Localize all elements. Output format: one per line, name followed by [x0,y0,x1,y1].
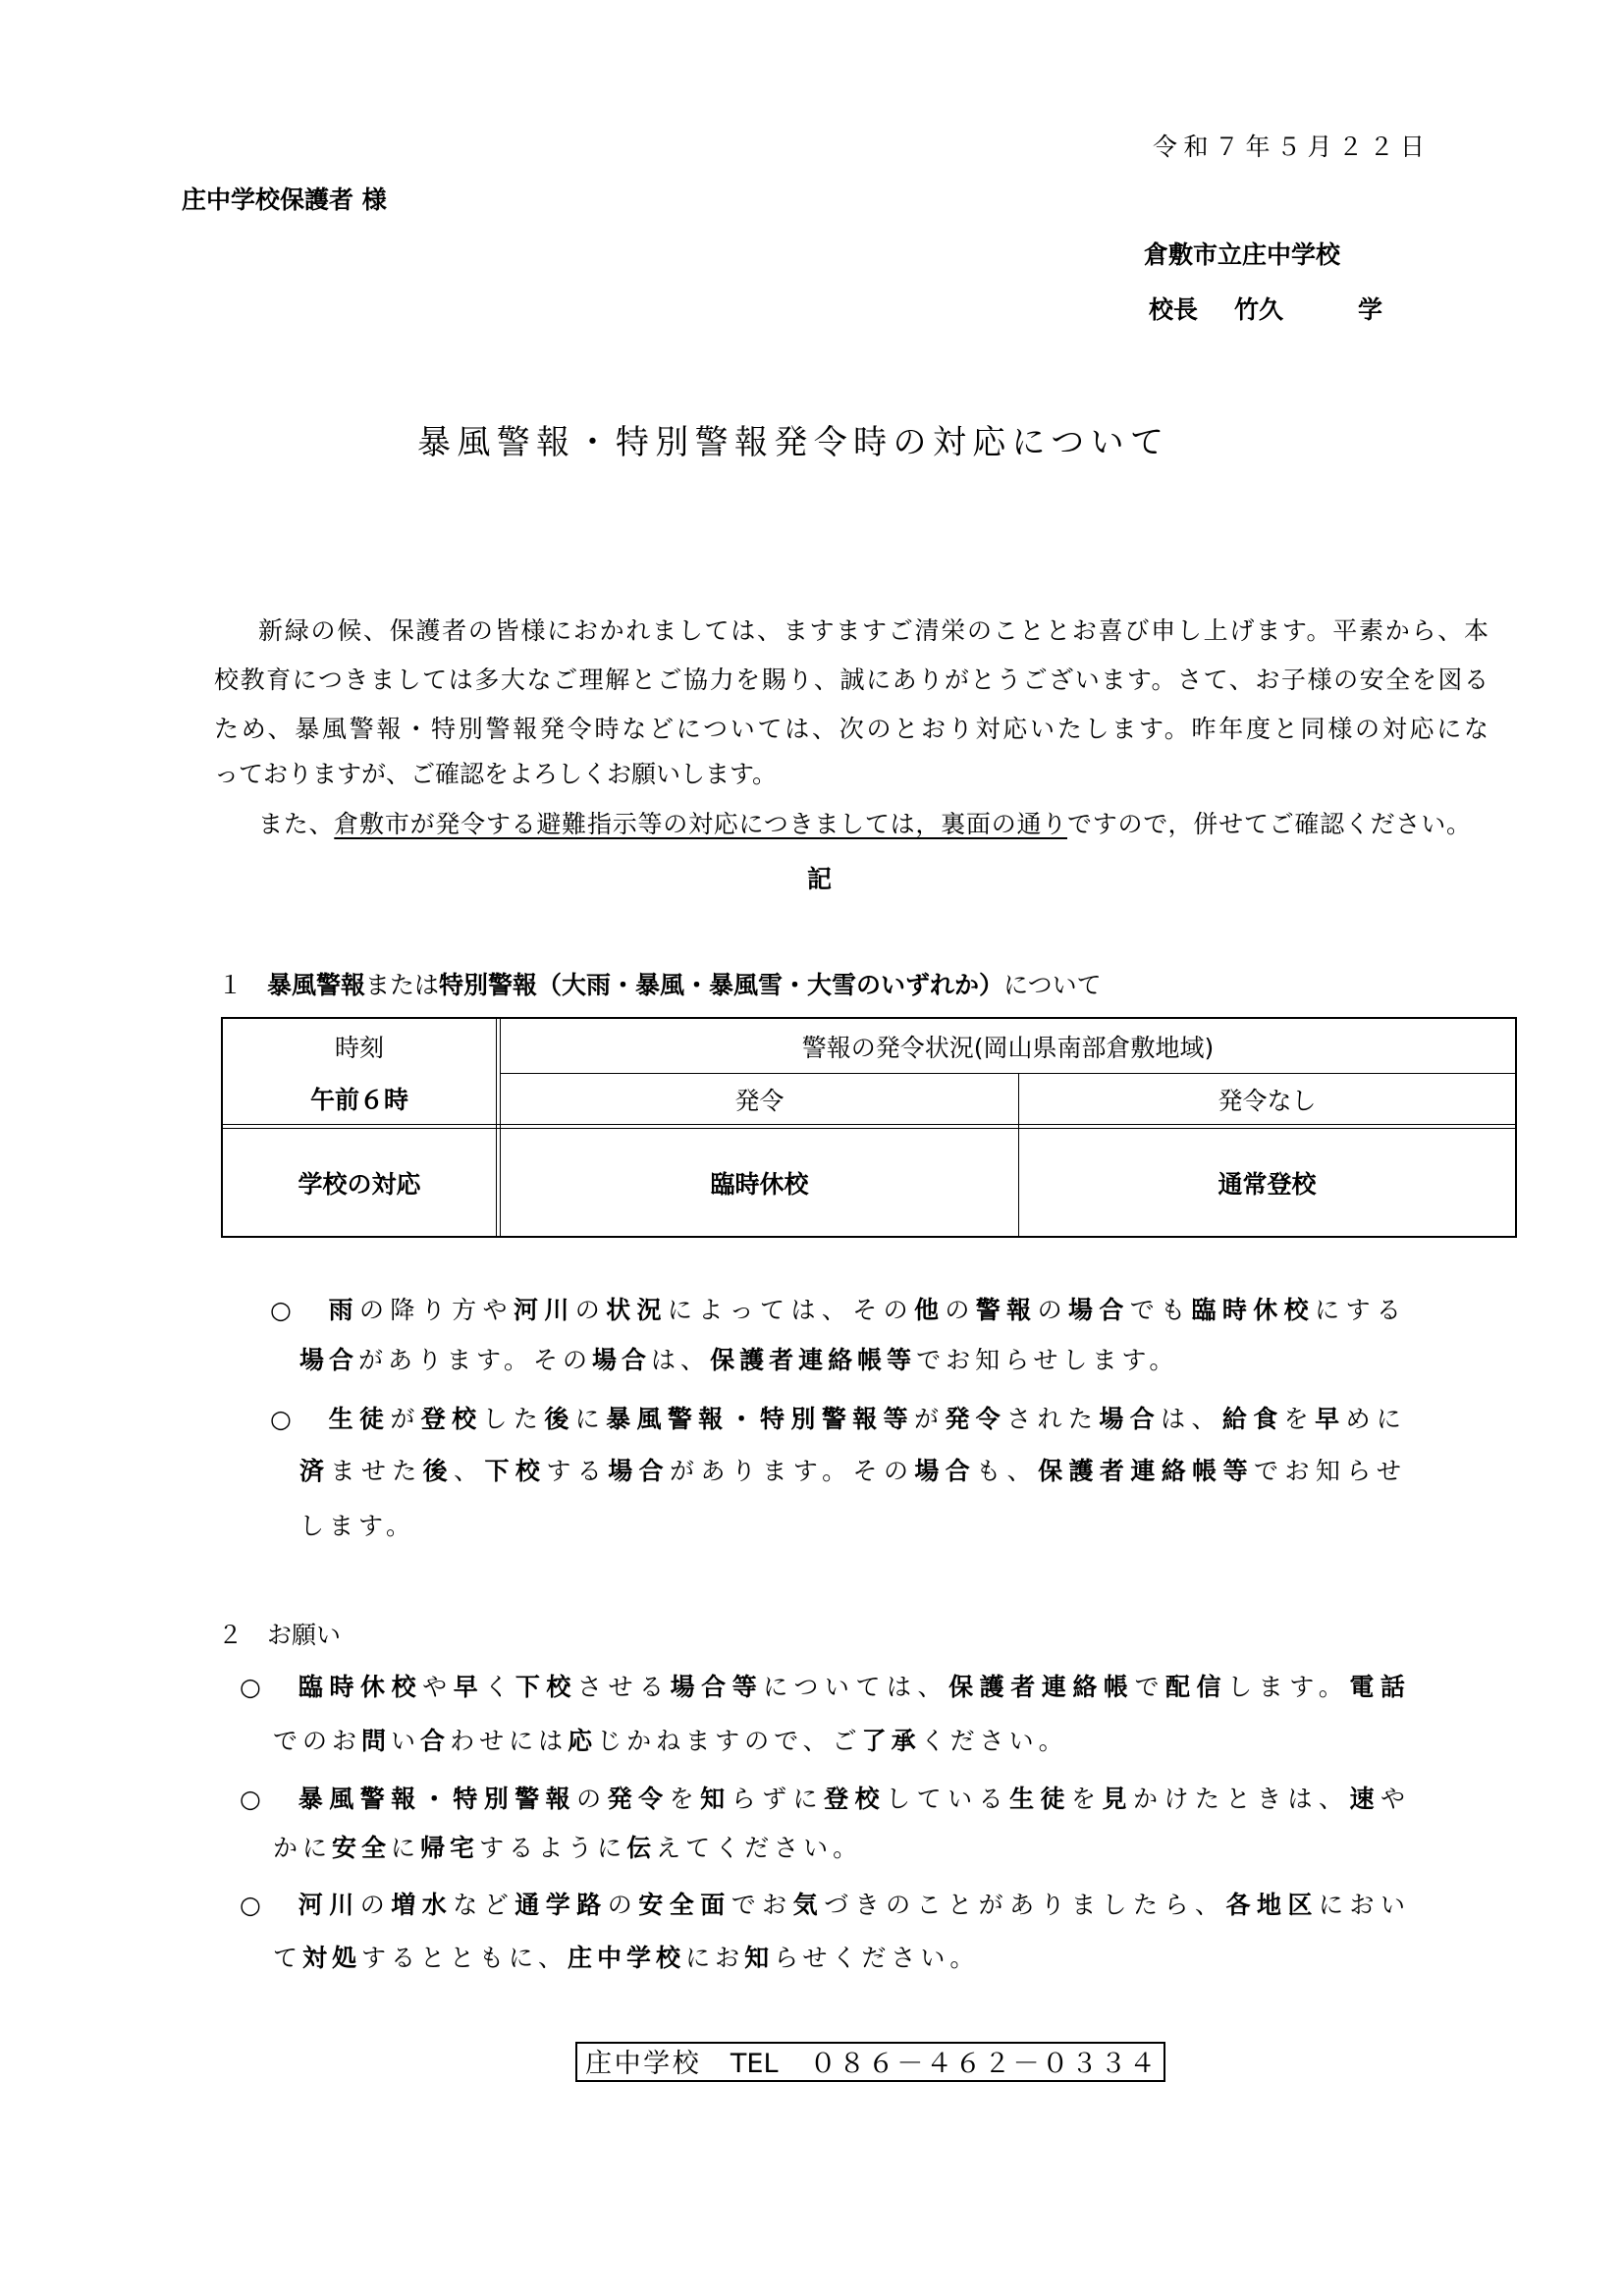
text-run: 早 [453,1673,485,1701]
intro-line-1 [258,616,1489,646]
text-run: でのお [273,1727,362,1755]
text-run: 発令 [945,1405,1007,1433]
time-value: 午前６時 [309,1086,408,1114]
text-run: 登校 [824,1785,887,1813]
text-run: 合 [420,1727,451,1755]
text-run: ○ [240,1891,298,1919]
text-run: するとともに、 [361,1944,568,1972]
table-border-bottom [221,1236,1517,1238]
text-run: で [1134,1673,1165,1701]
status-header: 警報の発令状況(岡山県南部倉敷地域) [801,1033,1215,1062]
request-3-line-2 [273,1944,979,1973]
text-run: ため、暴風警報・特別警報発令時などについては、次のとおり対応いたします。昨年度と同様の対応にな [214,715,1489,743]
text-run: づきのことがありましたら、 [824,1891,1226,1919]
section1-heading [218,971,1102,1000]
request-3-line-1 [240,1891,1410,1920]
text-run: の降り方や [358,1296,514,1324]
text-run: でお知らせ [1254,1457,1406,1485]
text-run: 河川 [513,1296,575,1324]
request-2-line-2 [273,1834,862,1863]
text-run: 倉敷市が発令する避難指示等の対応につきましては，裏面の通り [334,810,1067,838]
text-run: 暴風警報・特別警報 [298,1785,577,1813]
not-issued-action: 通常登校 [1218,1169,1317,1199]
note-1-line-1 [270,1296,1406,1325]
text-run: 発令 [607,1785,670,1813]
text-run: があります。その [358,1346,593,1374]
school-name: 倉敷市立庄中学校 [1144,240,1341,269]
text-run: 保護者連絡帳 [948,1673,1135,1701]
issued-header: 発令 [734,1086,785,1115]
text-run: に [391,1834,421,1862]
note-2-line-2 [299,1457,1406,1486]
text-run: にお [685,1944,745,1972]
text-run: じかねますので、ご [597,1727,862,1755]
text-run: く [484,1673,515,1701]
text-run: は、 [651,1346,711,1374]
text-run: を [1283,1405,1316,1433]
text-run: 応 [568,1727,598,1755]
text-run: 登校 [420,1405,483,1433]
text-run: 安全面 [638,1891,731,1919]
text-run: の [574,1296,607,1324]
text-run: 臨時休校 [298,1673,423,1701]
text-run: 新緑の候、保護者の皆様におかれましては、ますますご清栄のこととお喜び申し上げます。平素から、本 [258,616,1489,645]
text-run: させる [576,1673,671,1701]
text-run: または [365,971,440,999]
text-run: 雨 [328,1296,359,1324]
text-run: 問 [361,1727,392,1755]
intro-line-4 [214,760,777,789]
text-run: らずに [731,1785,825,1813]
addressee: 庄中学校保護者 様 [182,186,387,214]
text-run: など [453,1891,515,1919]
text-run: や [1380,1785,1410,1813]
text-run: ですので，併せてご確認ください。 [1066,810,1471,838]
text-run: 後 [544,1405,575,1433]
text-run: 知 [700,1785,731,1813]
text-run: があります。その [670,1457,915,1485]
text-run: 生徒 [328,1405,391,1433]
not-issued-header: 発令なし [1218,1086,1317,1115]
text-run: 生徒 [1009,1785,1072,1813]
text-run: ください。 [920,1727,1068,1755]
intro-line-3 [214,715,1489,744]
principal-surname: 竹久 [1234,295,1284,324]
text-run: かに [273,1834,333,1862]
text-run: 場合 [914,1457,977,1485]
text-run: えてください。 [656,1834,863,1862]
text-run: によっては、その [667,1296,914,1324]
text-run: にする [1315,1296,1406,1324]
intro-line-2 [214,666,1489,695]
text-run: わせには [450,1727,568,1755]
request-1-line-1 [240,1673,1410,1702]
request-2-line-1 [240,1785,1410,1814]
text-run: 各地区 [1225,1891,1319,1919]
text-run: した [482,1405,545,1433]
text-run: 場合 [1067,1296,1130,1324]
text-run: ませた [330,1457,423,1485]
principal-given-name: 学 [1358,295,1383,324]
text-run: について [1003,971,1102,999]
intro-line-5 [258,810,1471,839]
text-run: が [390,1405,421,1433]
text-run: 帰宅 [420,1834,480,1862]
text-run: します。 [1227,1673,1350,1701]
note-2-line-3 [299,1512,415,1541]
text-run: 臨時休校 [1191,1296,1316,1324]
time-header: 時刻 [334,1033,384,1062]
section2-heading: ２ お願い [218,1621,342,1649]
text-run: 、 [454,1457,485,1485]
text-run: の [576,1785,608,1813]
text-run: の [607,1891,639,1919]
text-run: 場合 [1099,1405,1162,1433]
text-run: の [359,1891,392,1919]
text-run: 場合 [608,1457,671,1485]
text-run: 電話 [1349,1673,1410,1701]
table-divider-row2a [221,1124,1517,1125]
issued-action: 臨時休校 [710,1169,809,1199]
text-run: 場合 [299,1346,359,1374]
contact-box: 庄中学校 TEL ０８６－４６２－０３３４ [575,2042,1165,2082]
request-1-line-2 [273,1727,1068,1756]
text-run: 後 [422,1457,455,1485]
text-run: や [422,1673,454,1701]
text-run: 給食 [1221,1405,1284,1433]
principal-title: 校長 [1149,295,1199,324]
text-run: 庄中学校 [568,1944,686,1972]
text-run: 見 [1102,1785,1134,1813]
text-run: 保護者連絡帳等 [710,1346,917,1374]
text-run: は、 [1161,1405,1222,1433]
issue-date: 令和７年５月２２日 [1153,133,1425,161]
text-run: でも [1129,1296,1192,1324]
text-run: している [886,1785,1010,1813]
text-run: された [1006,1405,1100,1433]
text-run: めに [1345,1405,1406,1433]
text-run: するように [479,1834,627,1862]
text-run: 場合 [592,1346,652,1374]
text-run: ○ [240,1673,298,1701]
text-run: らせください。 [774,1944,980,1972]
text-run: を [1071,1785,1103,1813]
text-run: については、 [763,1673,949,1701]
text-run: ○ [270,1296,329,1324]
page-title: 暴風警報・特別警報発令時の対応について [417,423,1164,462]
text-run: ○ [270,1405,329,1433]
text-run: 特別警報（大雨・暴風・暴風雪・大雪のいずれか） [439,971,1004,999]
text-run: 他 [914,1296,946,1324]
text-run: 保護者連絡帳等 [1038,1457,1254,1485]
text-run: 伝 [626,1834,657,1862]
text-run: が [913,1405,946,1433]
text-run: また、 [258,810,335,838]
text-run: 警報 [975,1296,1038,1324]
note-1-line-2 [299,1346,1178,1375]
text-run: します。 [299,1512,416,1540]
text-run: 了承 [861,1727,921,1755]
text-run: っておりますが、ご確認をよろしくお願いします。 [214,760,778,788]
text-run: 状況 [606,1296,668,1324]
text-run: 早 [1315,1405,1346,1433]
text-run: 増水 [391,1891,454,1919]
text-run: 場合等 [670,1673,764,1701]
text-run: 配信 [1165,1673,1228,1701]
text-run: 通学路 [514,1891,608,1919]
text-run: の [945,1296,976,1324]
text-run: かけたときは、 [1133,1785,1350,1813]
text-run: 気 [792,1891,825,1919]
text-run: の [1037,1296,1068,1324]
text-run: 河川 [298,1891,360,1919]
text-run: に [574,1405,607,1433]
text-run: 暴風警報 [267,971,366,999]
ki-heading: 記 [807,865,833,893]
text-run: 下校 [484,1457,547,1485]
text-run: 速 [1349,1785,1380,1813]
text-run: ○ [240,1785,298,1813]
text-run: でお [731,1891,793,1919]
school-response-label: 学校の対応 [298,1169,421,1199]
text-run: 知 [744,1944,775,1972]
text-run: 済 [299,1457,331,1485]
text-run: 安全 [332,1834,392,1862]
text-run: い [391,1727,421,1755]
text-run: も、 [976,1457,1039,1485]
note-2-line-1 [270,1405,1406,1434]
text-run: 下校 [514,1673,577,1701]
text-run: １ [218,971,268,999]
text-run: を [669,1785,701,1813]
text-run: 対処 [302,1944,362,1972]
text-run: て [273,1944,303,1972]
text-run: でお知らせします。 [916,1346,1179,1374]
text-run: 暴風警報・特別警報等 [606,1405,914,1433]
text-run: 校教育につきましては多大なご理解とご協力を賜り、誠にありがとうございます。さて、お子様の安全を図る [214,666,1489,694]
text-run: におい [1318,1891,1410,1919]
text-run: する [546,1457,609,1485]
